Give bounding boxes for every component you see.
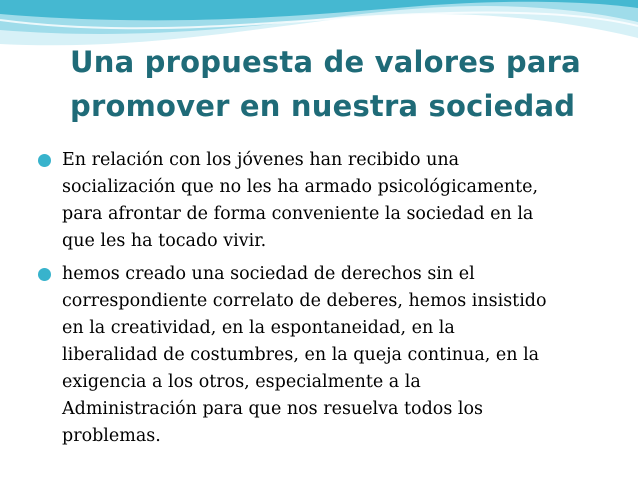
- bullet-item-2: [36, 261, 616, 450]
- bullet-2-line-4: liberalidad de costumbres, en la queja continua, en la: [62, 345, 540, 365]
- bullet-item-1: [36, 147, 616, 255]
- bullet-2-line-1: hemos creado una sociedad de derechos sin el: [62, 264, 475, 284]
- bullet-2-line-6: Administración para que nos resuelva todos los: [62, 399, 483, 419]
- bullet-1-line-3: para afrontar de forma conveniente la sociedad en la: [62, 204, 534, 224]
- bullet-1-line-4: que les ha tocado vivir.: [62, 231, 267, 251]
- bullet-2-line-5: exigencia a los otros, especialmente a la: [62, 372, 421, 392]
- slide-body: [36, 147, 616, 456]
- slide-title-line-2: promover en nuestra sociedad: [70, 89, 576, 123]
- slide-title: [70, 40, 610, 128]
- bullet-2-line-3: en la creatividad, en la espontaneidad, en la: [62, 318, 455, 338]
- bullet-1-line-2: socialización que no les ha armado psicológicamente,: [62, 177, 539, 197]
- bullet-circle-icon: [38, 268, 51, 281]
- bullet-2-line-7: problemas.: [62, 426, 161, 446]
- bullet-1-line-1: En relación con los jóvenes han recibido una: [62, 150, 460, 170]
- slide-title-line-1: Una propuesta de valores para: [70, 45, 581, 79]
- bullet-circle-icon: [38, 154, 51, 167]
- bullet-2-line-2: correspondiente correlato de deberes, hemos insistido: [62, 291, 547, 311]
